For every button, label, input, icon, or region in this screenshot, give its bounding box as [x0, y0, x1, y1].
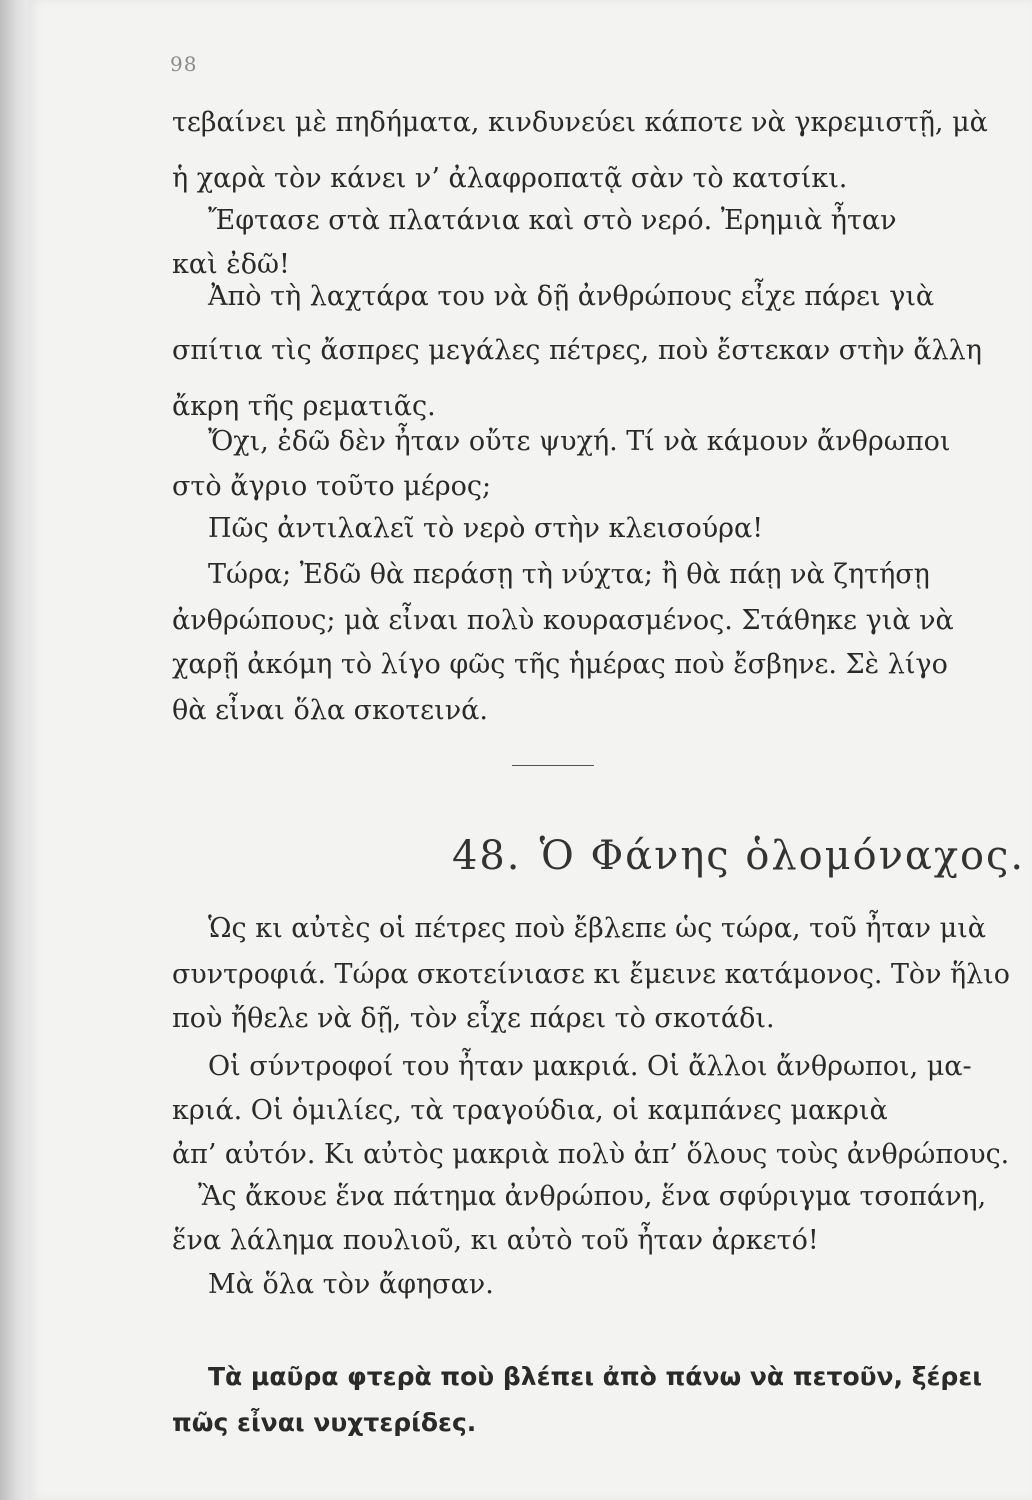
text-line: ἀπ’ αὐτόν. Κι αὐτὸς μακριὰ πολὺ ἀπ’ ὅλους τοὺς ἀνθρώπους. — [172, 1139, 1010, 1170]
text-line: καὶ ἐδῶ! — [172, 249, 290, 280]
text-line: ἡ χαρὰ τὸν κάνει ν’ ἀλαφροπατᾷ σὰν τὸ κατσίκι. — [172, 163, 848, 194]
footer-line: Τὰ μαῦρα φτερὰ ποὺ βλέπει ἀπὸ πάνω νὰ πετοῦν, ξέρει — [208, 1362, 982, 1391]
text-line: Ἀπὸ τὴ λαχτάρα του νὰ δῇ ἀνθρώπους εἶχε πάρει γιὰ — [208, 281, 935, 312]
book-spine-shadow — [0, 0, 28, 1500]
text-line: στὸ ἄγριο τοῦτο μέρος; — [172, 471, 492, 502]
text-line: τεβαίνει μὲ πηδήματα, κινδυνεύει κάποτε νὰ γκρεμιστῇ, μὰ — [172, 107, 988, 138]
text-line: κριά. Οἱ ὁμιλίες, τὰ τραγούδια, οἱ καμπάνες μακριὰ — [172, 1095, 888, 1126]
text-line: Ἔφτασε στὰ πλατάνια καὶ στὸ νερό. Ἐρημιὰ ἦταν — [208, 205, 897, 236]
text-line: Ἂς ἄκουε ἕνα πάτημα ἀνθρώπου, ἕνα σφύριγμα τσοπάνη, — [198, 1181, 987, 1212]
text-line: Ὄχι, ἐδῶ δὲν ἦταν οὔτε ψυχή. Τί νὰ κάμουν ἄνθρωποι — [208, 426, 951, 457]
text-line: Μὰ ὅλα τὸν ἄφησαν. — [208, 1269, 494, 1300]
text-line: Τώρα; Ἐδῶ θὰ περάσῃ τὴ νύχτα; ἢ θὰ πάῃ νὰ ζητήσῃ — [208, 559, 930, 590]
text-line: Οἱ σύντροφοί του ἦταν μακριά. Οἱ ἄλλοι ἄνθρωποι, μα- — [208, 1051, 972, 1082]
chapter-title: Ὁ Φάνης ὁλομόναχος. — [539, 833, 1026, 879]
text-line: Πῶς ἀντιλαλεῖ τὸ νερὸ στὴν κλεισούρα! — [208, 513, 764, 544]
text-line: Ὡς κι αὐτὲς οἱ πέτρες ποὺ ἔβλεπε ὡς τώρα, τοῦ ἦταν μιὰ — [208, 913, 987, 944]
text-line: σπίτια τὶς ἄσπρες μεγάλες πέτρες, ποὺ ἔστεκαν στὴν ἄλλη — [172, 335, 982, 366]
text-line: ἕνα λάλημα πουλιοῦ, κι αὐτὸ τοῦ ἦταν ἀρκετό! — [172, 1225, 819, 1256]
footer-line: πῶς εἶναι νυχτερίδες. — [172, 1408, 477, 1437]
text-line: ἄκρη τῆς ρεματιᾶς. — [172, 391, 436, 422]
chapter-number: 48. — [452, 833, 522, 879]
chapter-heading — [452, 828, 1025, 884]
text-line: χαρῇ ἀκόμη τὸ λίγο φῶς τῆς ἡμέρας ποὺ ἔσβηνε. Σὲ λίγο — [172, 649, 948, 680]
text-line: ἀνθρώπους; μὰ εἶναι πολὺ κουρασμένος. Στάθηκε γιὰ νὰ — [172, 605, 954, 636]
text-line: συντροφιά. Τώρα σκοτείνιασε κι ἔμεινε κατάμονος. Τὸν ἥλιο — [172, 959, 1010, 990]
text-line: ποὺ ἤθελε νὰ δῇ, τὸν εἶχε πάρει τὸ σκοτάδι. — [172, 1003, 775, 1034]
section-divider — [512, 765, 594, 766]
text-line: θὰ εἶναι ὅλα σκοτεινά. — [172, 695, 488, 726]
page-number: 98 — [170, 52, 198, 76]
